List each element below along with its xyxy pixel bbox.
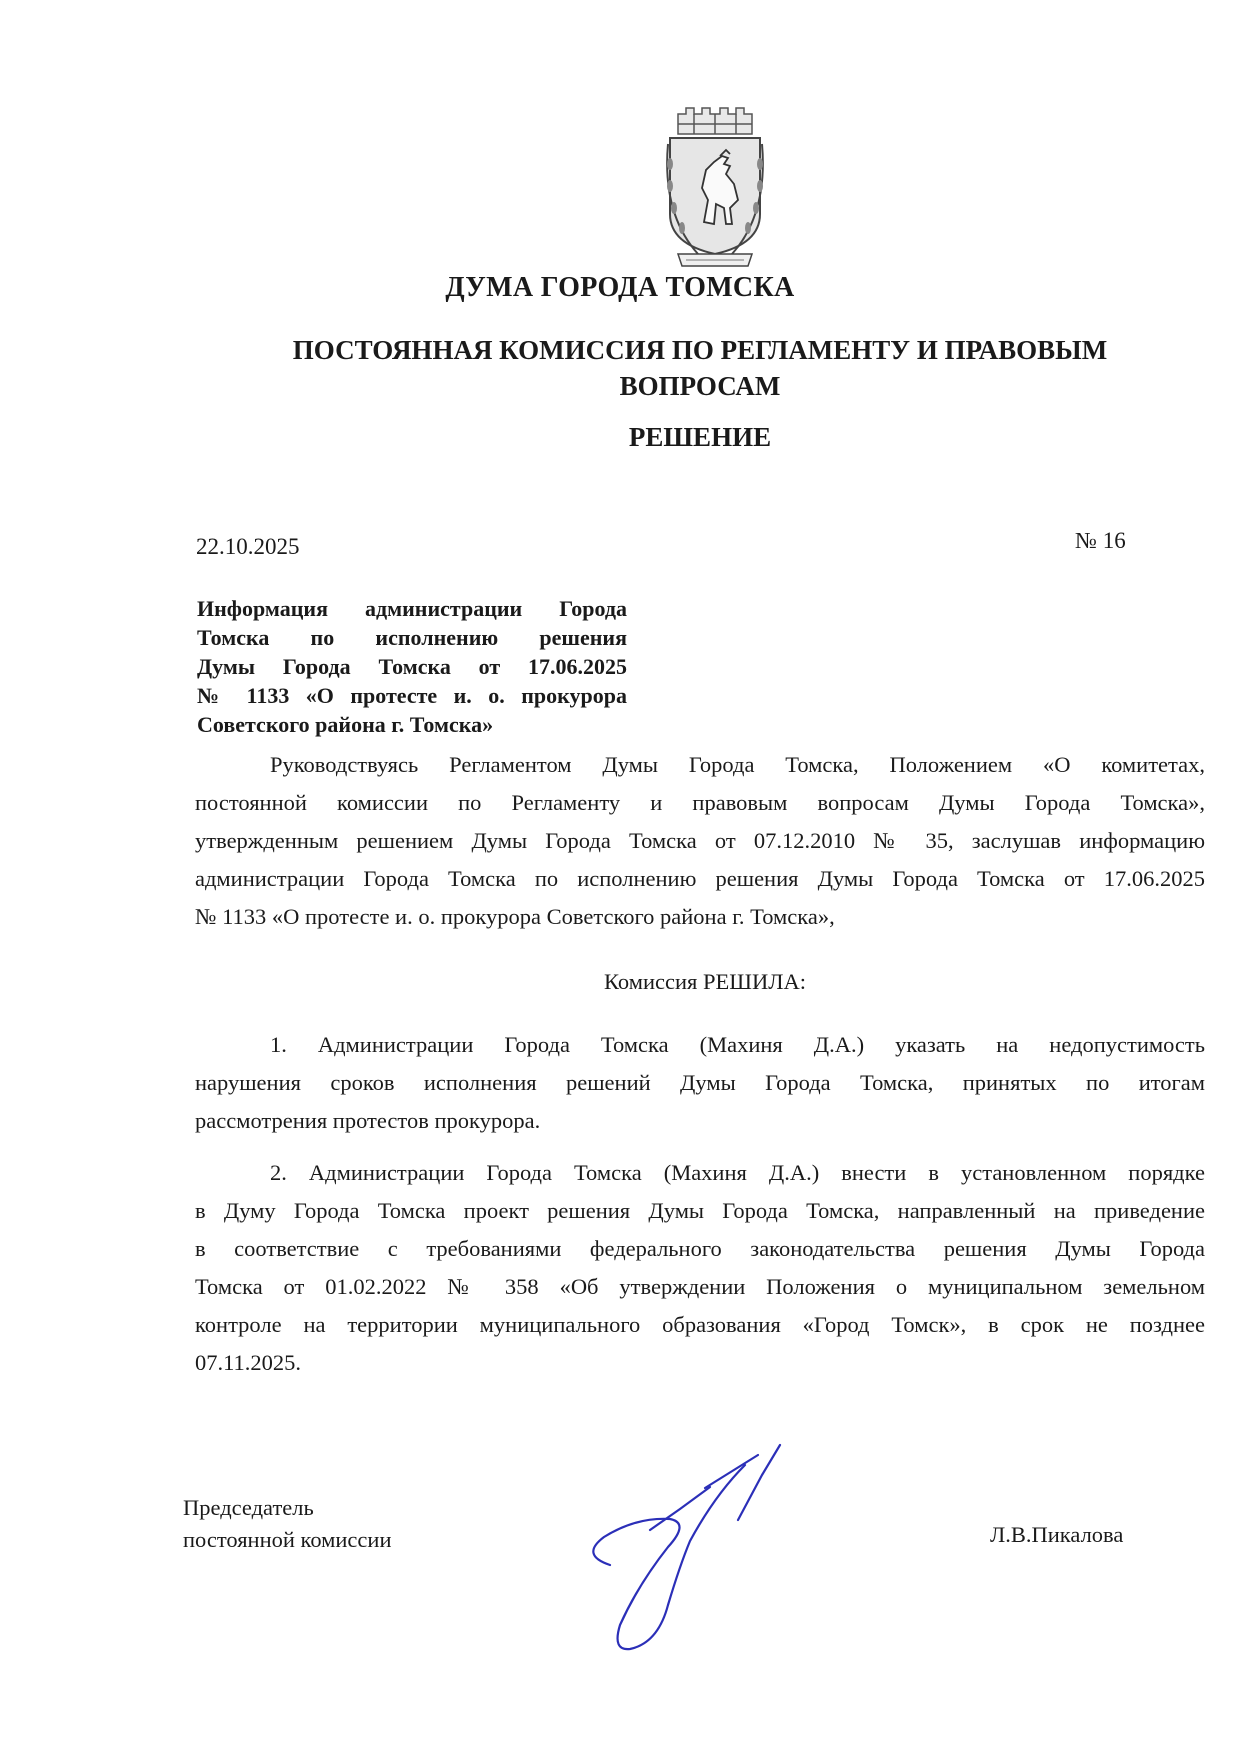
decision-date: 22.10.2025 <box>196 534 300 559</box>
subject-line: Думы Города Томска от 17.06.2025 <box>197 654 627 679</box>
decision-subject <box>197 594 627 739</box>
preamble-line: администрации Города Томска по исполнению решения Думы Города Томска от 17.06.2025 <box>195 866 1205 891</box>
item1-line: 1. Администрации Города Томска (Махиня Д.А.) указать на недопустимость <box>270 1032 1205 1057</box>
position-line1: Председатель <box>183 1495 314 1520</box>
decision-number: № 16 <box>1075 528 1126 553</box>
item1-line: нарушения сроков исполнения решений Думы Города Томска, принятых по итогам <box>195 1070 1205 1095</box>
coat-of-arms-emblem <box>664 104 766 278</box>
resolution-item-1 <box>195 1026 1205 1140</box>
item2-line: в Думу Города Томска проект решения Думы Города Томска, направленный на приведение <box>195 1198 1205 1223</box>
position-line2: постоянной комиссии <box>183 1527 392 1552</box>
document-type: РЕШЕНИЕ <box>628 422 772 452</box>
item1-line: рассмотрения протестов прокурора. <box>195 1108 541 1133</box>
duma-title: ДУМА ГОРОДА ТОМСКА <box>445 272 795 303</box>
preamble-line: постоянной комиссии по Регламенту и правовым вопросам Думы Города Томска», <box>195 790 1205 815</box>
resolved-heading: Комиссия РЕШИЛА: <box>604 969 806 994</box>
item2-line: 07.11.2025. <box>195 1350 302 1375</box>
preamble-line: Руководствуясь Регламентом Думы Города Томска, Положением «О комитетах, <box>270 752 1205 777</box>
item2-line: 2. Администрации Города Томска (Махиня Д.А.) внести в установленном порядке <box>270 1160 1205 1185</box>
subject-line: Советского района г. Томска» <box>197 712 494 737</box>
resolution-item-2 <box>195 1154 1205 1382</box>
preamble-line: № 1133 «О протесте и. о. прокурора Советского района г. Томска», <box>195 904 835 929</box>
preamble-paragraph <box>195 746 1205 936</box>
commission-title-line1: ПОСТОЯННАЯ КОМИССИЯ ПО РЕГЛАМЕНТУ И ПРАВОВЫМ <box>292 335 1108 365</box>
subject-line: № 1133 «О протесте и. о. прокурора <box>197 683 627 708</box>
item2-line: контроле на территории муниципального образования «Город Томск», в срок не позднее <box>195 1312 1205 1337</box>
coat-of-arms-icon <box>664 104 766 278</box>
signer-name: Л.В.Пикалова <box>990 1522 1124 1547</box>
subject-line: Томска по исполнению решения <box>197 625 627 650</box>
commission-title <box>230 332 1170 404</box>
item2-line: Томска от 01.02.2022 № 358 «Об утверждении Положения о муниципальном земельном <box>195 1274 1205 1299</box>
chairman-position <box>183 1492 392 1556</box>
commission-title-line2: ВОПРОСАМ <box>619 371 781 401</box>
preamble-line: утвержденным решением Думы Города Томска от 07.12.2010 № 35, заслушав информацию <box>195 828 1205 853</box>
subject-line: Информация администрации Города <box>197 596 627 621</box>
handwritten-signature <box>540 1425 840 1660</box>
item2-line: в соответствие с требованиями федерального законодательства решения Думы Города <box>195 1236 1205 1261</box>
